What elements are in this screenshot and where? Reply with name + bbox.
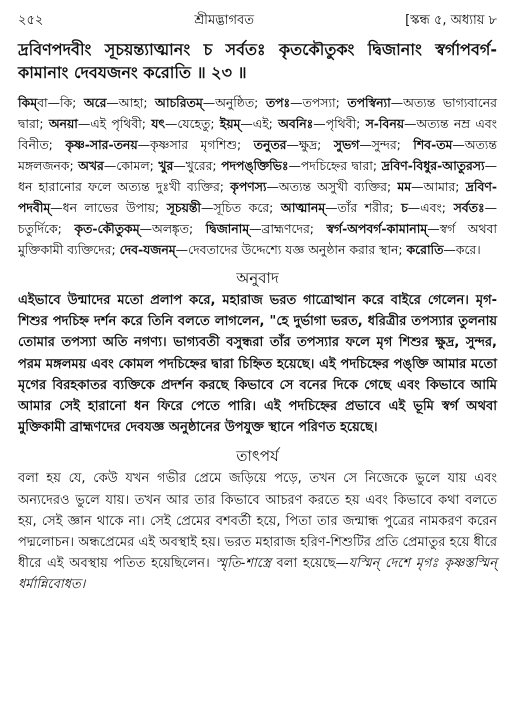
synonym-term: কিম্ xyxy=(18,95,38,110)
page-number: ২৫২ xyxy=(18,13,44,28)
purport-heading: তাৎপর্য xyxy=(236,447,279,466)
synonym-meaning: —পদচিহ্নের দ্বারা; xyxy=(288,158,378,173)
synonym-meaning: —ধন লাভের উপায়; xyxy=(50,200,160,215)
synonym-term: অরে xyxy=(83,95,107,110)
synonym-entry xyxy=(221,158,377,173)
synonym-entry xyxy=(84,95,148,110)
synonym-term: দ্বিজানাম্ xyxy=(205,221,250,236)
synonym-term: শিব-তম xyxy=(413,137,453,152)
synonym-entry xyxy=(266,95,340,110)
synonym-term: সুভগ xyxy=(333,137,360,152)
synonym-term: করোতি xyxy=(406,242,444,257)
synonym-term: আত্মানম্ xyxy=(280,200,326,215)
synonym-term: আচরিতম্ xyxy=(155,95,203,110)
synonym-meaning: —আহা; xyxy=(106,95,148,110)
synonym-meaning: —ব্রাহ্মণদের; xyxy=(249,221,314,236)
sanskrit-verse: দ্রবিণপদবীং সূচয়ন্ত্যাত্মানং চ সর্বতঃ কৃতকৌতুকং দ্বিজানাং স্বর্গাপবর্গ-কামানাং দেবযজনং করোতি ॥ ২৩ ॥ xyxy=(18,40,497,82)
purport-said: বলা হয়েছে— xyxy=(276,556,349,572)
purport-quote: যস্মিন্ দেশে মৃগঃ কৃষ্ণস্তস্মিন্ ধর্মান্নিবোধত। xyxy=(18,556,497,593)
synonym-term: যৎ xyxy=(151,116,165,131)
synonym-meaning: —ধন হারানোর ফলে অত্যন্ত দুঃখী ব্যক্তির; xyxy=(18,158,497,194)
synonym-term: অনয়া xyxy=(48,116,78,131)
synonym-entry xyxy=(155,95,258,110)
synonym-entry xyxy=(65,137,241,152)
synonym-term: দ্রবিণ-বিধুর-আতুরস্য xyxy=(381,158,485,173)
synonym-entry xyxy=(18,95,76,110)
synonym-term: তপস্বিন্যা xyxy=(347,95,391,110)
synonym-entry xyxy=(220,116,273,131)
synonym-meaning: —অত্যন্ত অসুখী ব্যক্তির; xyxy=(266,179,392,194)
synonym-entry xyxy=(206,221,314,236)
synonym-meaning: —আমার; xyxy=(411,179,460,194)
synonym-term: মম xyxy=(397,179,412,194)
synonym-entry xyxy=(230,179,391,194)
synonym-term: স্বর্গ-অপবর্গ-কামানাম্ xyxy=(326,221,428,236)
synonym-meaning: —কৃষ্ণসার মৃগশিশু; xyxy=(137,137,242,152)
synonym-meaning: —এবং; xyxy=(407,200,446,215)
word-synonyms xyxy=(18,92,497,260)
synonym-meaning: —অত্যন্ত মঙ্গলজনক; xyxy=(18,137,497,173)
synonym-entry xyxy=(397,179,459,194)
synonym-entry xyxy=(278,116,360,131)
synonym-entry xyxy=(281,200,394,215)
synonym-meaning: —যেহেতু; xyxy=(165,116,215,131)
synonym-term: কৃপণস্য xyxy=(230,179,267,194)
synonym-term: ইয়ম্ xyxy=(219,116,241,131)
translation-text: এইভাবে উন্মাদের মতো প্রলাপ করে, মহারাজ ভরত গাত্রোত্থান করে বাইরে গেলেন। মৃগ-শিশুর পদচিহ্ন দর্শন করে তিনি বলতে লাগলেন, "হে দুর্ভাগা ভরত, ধরিত্রীর তপস্যার তুলনায় তোমার তপস্যা অতি নগণ্য। ভাগ্যবতী বসুন্ধরা তাঁর তপস্যার ফলে মৃগ শিশুর ক্ষুদ্র, সুন্দর, পরম মঙ্গলময় এবং কোমল পদচিহ্নের দ্বারা চিহ্নিত হয়েছে। এই পদচিহ্নের পঙ্‌ক্তি আমার মতো মৃগের বিরহকাতর ব্যক্তিকে প্রদর্শন করছে কিভাবে সে বনের দিকে গেছে এবং কিভাবে আমি আমার সেই হারানো ধন ফিরে পেতে পারি। এই পদচিহ্নের প্রভাবে এই ভূমি স্বর্গ অথবা মুক্তিকামী ব্রাহ্মণদের দেবযজ্ঞ অনুষ্ঠানের উপযুক্ত স্থানে পরিণত হয়েছে। xyxy=(18,293,497,436)
synonym-meaning: —কোমল; xyxy=(103,158,154,173)
synonym-term: সূচয়ন্তী xyxy=(166,200,201,215)
purport-text: বলা হয় যে, কেউ যখন গভীর প্রেমে জড়িয়ে পড়ে, তখন সে নিজেকে ভুলে যায় এবং অন্যদেরও ভুলে যায়। তখন আর তার কিভাবে আচরণ করতে হয় এবং কিভাবে কথা বলতে হয়, সেই জ্ঞান থাকে না। সেই প্রেমের বশবর্তী হয়ে, পিতা তার জন্মান্ধ পুত্রের নামকরণ করেন পদ্মলোচন। অন্ধপ্রেমের এই অবস্থাই হয়। ভরত মহারাজ হরিণ-শিশুটির প্রতি প্রেমাতুর হয়ে ধীরে ধীরে এই অবস্থায় পতিত হয়েছিলেন। xyxy=(18,471,497,572)
translation-heading: অনুবাদ xyxy=(236,269,279,287)
synonym-meaning: —অনুষ্ঠিত; xyxy=(202,95,259,110)
synonym-entry xyxy=(78,158,154,173)
synonym-entry xyxy=(158,158,216,173)
synonym-meaning: —অত্যন্ত নম্র এবং বিনীত; xyxy=(18,116,497,152)
synonym-term: কৃত-কৌতুকম্ xyxy=(74,221,140,236)
purport-smriti: স্মৃতি-শাস্ত্রে xyxy=(215,556,271,572)
synonym-meaning: —সুন্দর; xyxy=(359,137,401,152)
synonym-meaning: —এই পৃথিবী; xyxy=(77,116,146,131)
synonym-term: অখর xyxy=(78,158,104,173)
synonym-meaning: —এই; xyxy=(240,116,273,131)
synonym-meaning: —চতুর্দিকে; xyxy=(18,200,497,236)
synonym-term: অবনিঃ xyxy=(278,116,314,131)
synonym-meaning: —দেবতাদের উদ্দেশ্যে যজ্ঞ অনুষ্ঠান করার স্থান; xyxy=(175,242,403,257)
synonym-term: তপঃ xyxy=(265,95,291,110)
synonym-entry xyxy=(49,116,146,131)
synonym-meaning: —ক্ষুদ্র; xyxy=(286,137,322,152)
synonym-entry xyxy=(167,200,274,215)
purport-paragraph xyxy=(18,468,497,595)
synonym-meaning: বা—কি; xyxy=(37,95,77,110)
synonym-meaning: —খুরের; xyxy=(173,158,217,173)
synonym-term: চ xyxy=(401,200,408,215)
synonym-entry xyxy=(254,137,322,152)
chapter-reference: [স্কন্ধ ৫, অধ্যায় ৮ xyxy=(405,13,497,28)
synonym-entry xyxy=(74,221,193,236)
synonym-entry xyxy=(120,242,403,257)
synonym-meaning: —সূচিত করে; xyxy=(200,200,274,215)
book-title: শ্রীমদ্ভাগবত xyxy=(194,13,255,28)
synonym-entry xyxy=(406,242,480,257)
synonym-meaning: —পৃথিবী; xyxy=(313,116,361,131)
synonym-term: তনুতর xyxy=(253,137,287,152)
synonym-meaning: —স্বর্গ অথবা মুক্তিকামী ব্যক্তিদের; xyxy=(18,221,497,257)
synonym-term: কৃষ্ণ-সার-তনয় xyxy=(65,137,138,152)
synonym-entry xyxy=(151,116,214,131)
synonym-term: পদপঙ্‌ক্তিভিঃ xyxy=(221,158,289,173)
synonym-entry xyxy=(334,137,401,152)
synonym-meaning: —তপস্যা; xyxy=(290,95,340,110)
synonym-meaning: —অত্যন্ত ভাগ্যবানের দ্বারা; xyxy=(18,95,497,131)
synonym-term: খুর xyxy=(158,158,174,173)
synonym-meaning: —অলঙ্কৃত; xyxy=(139,221,194,236)
synonym-term: স-বিনয় xyxy=(365,116,405,131)
synonym-term: দেব-যজনম্ xyxy=(119,242,176,257)
page-header xyxy=(18,12,497,30)
synonym-term: দ্রবিণ-পদবীম্ xyxy=(18,179,497,215)
synonym-meaning: —করে। xyxy=(443,242,481,257)
synonym-entry xyxy=(401,200,446,215)
synonym-meaning: —তাঁর শরীর; xyxy=(325,200,394,215)
synonym-term: সর্বতঃ xyxy=(453,200,485,215)
